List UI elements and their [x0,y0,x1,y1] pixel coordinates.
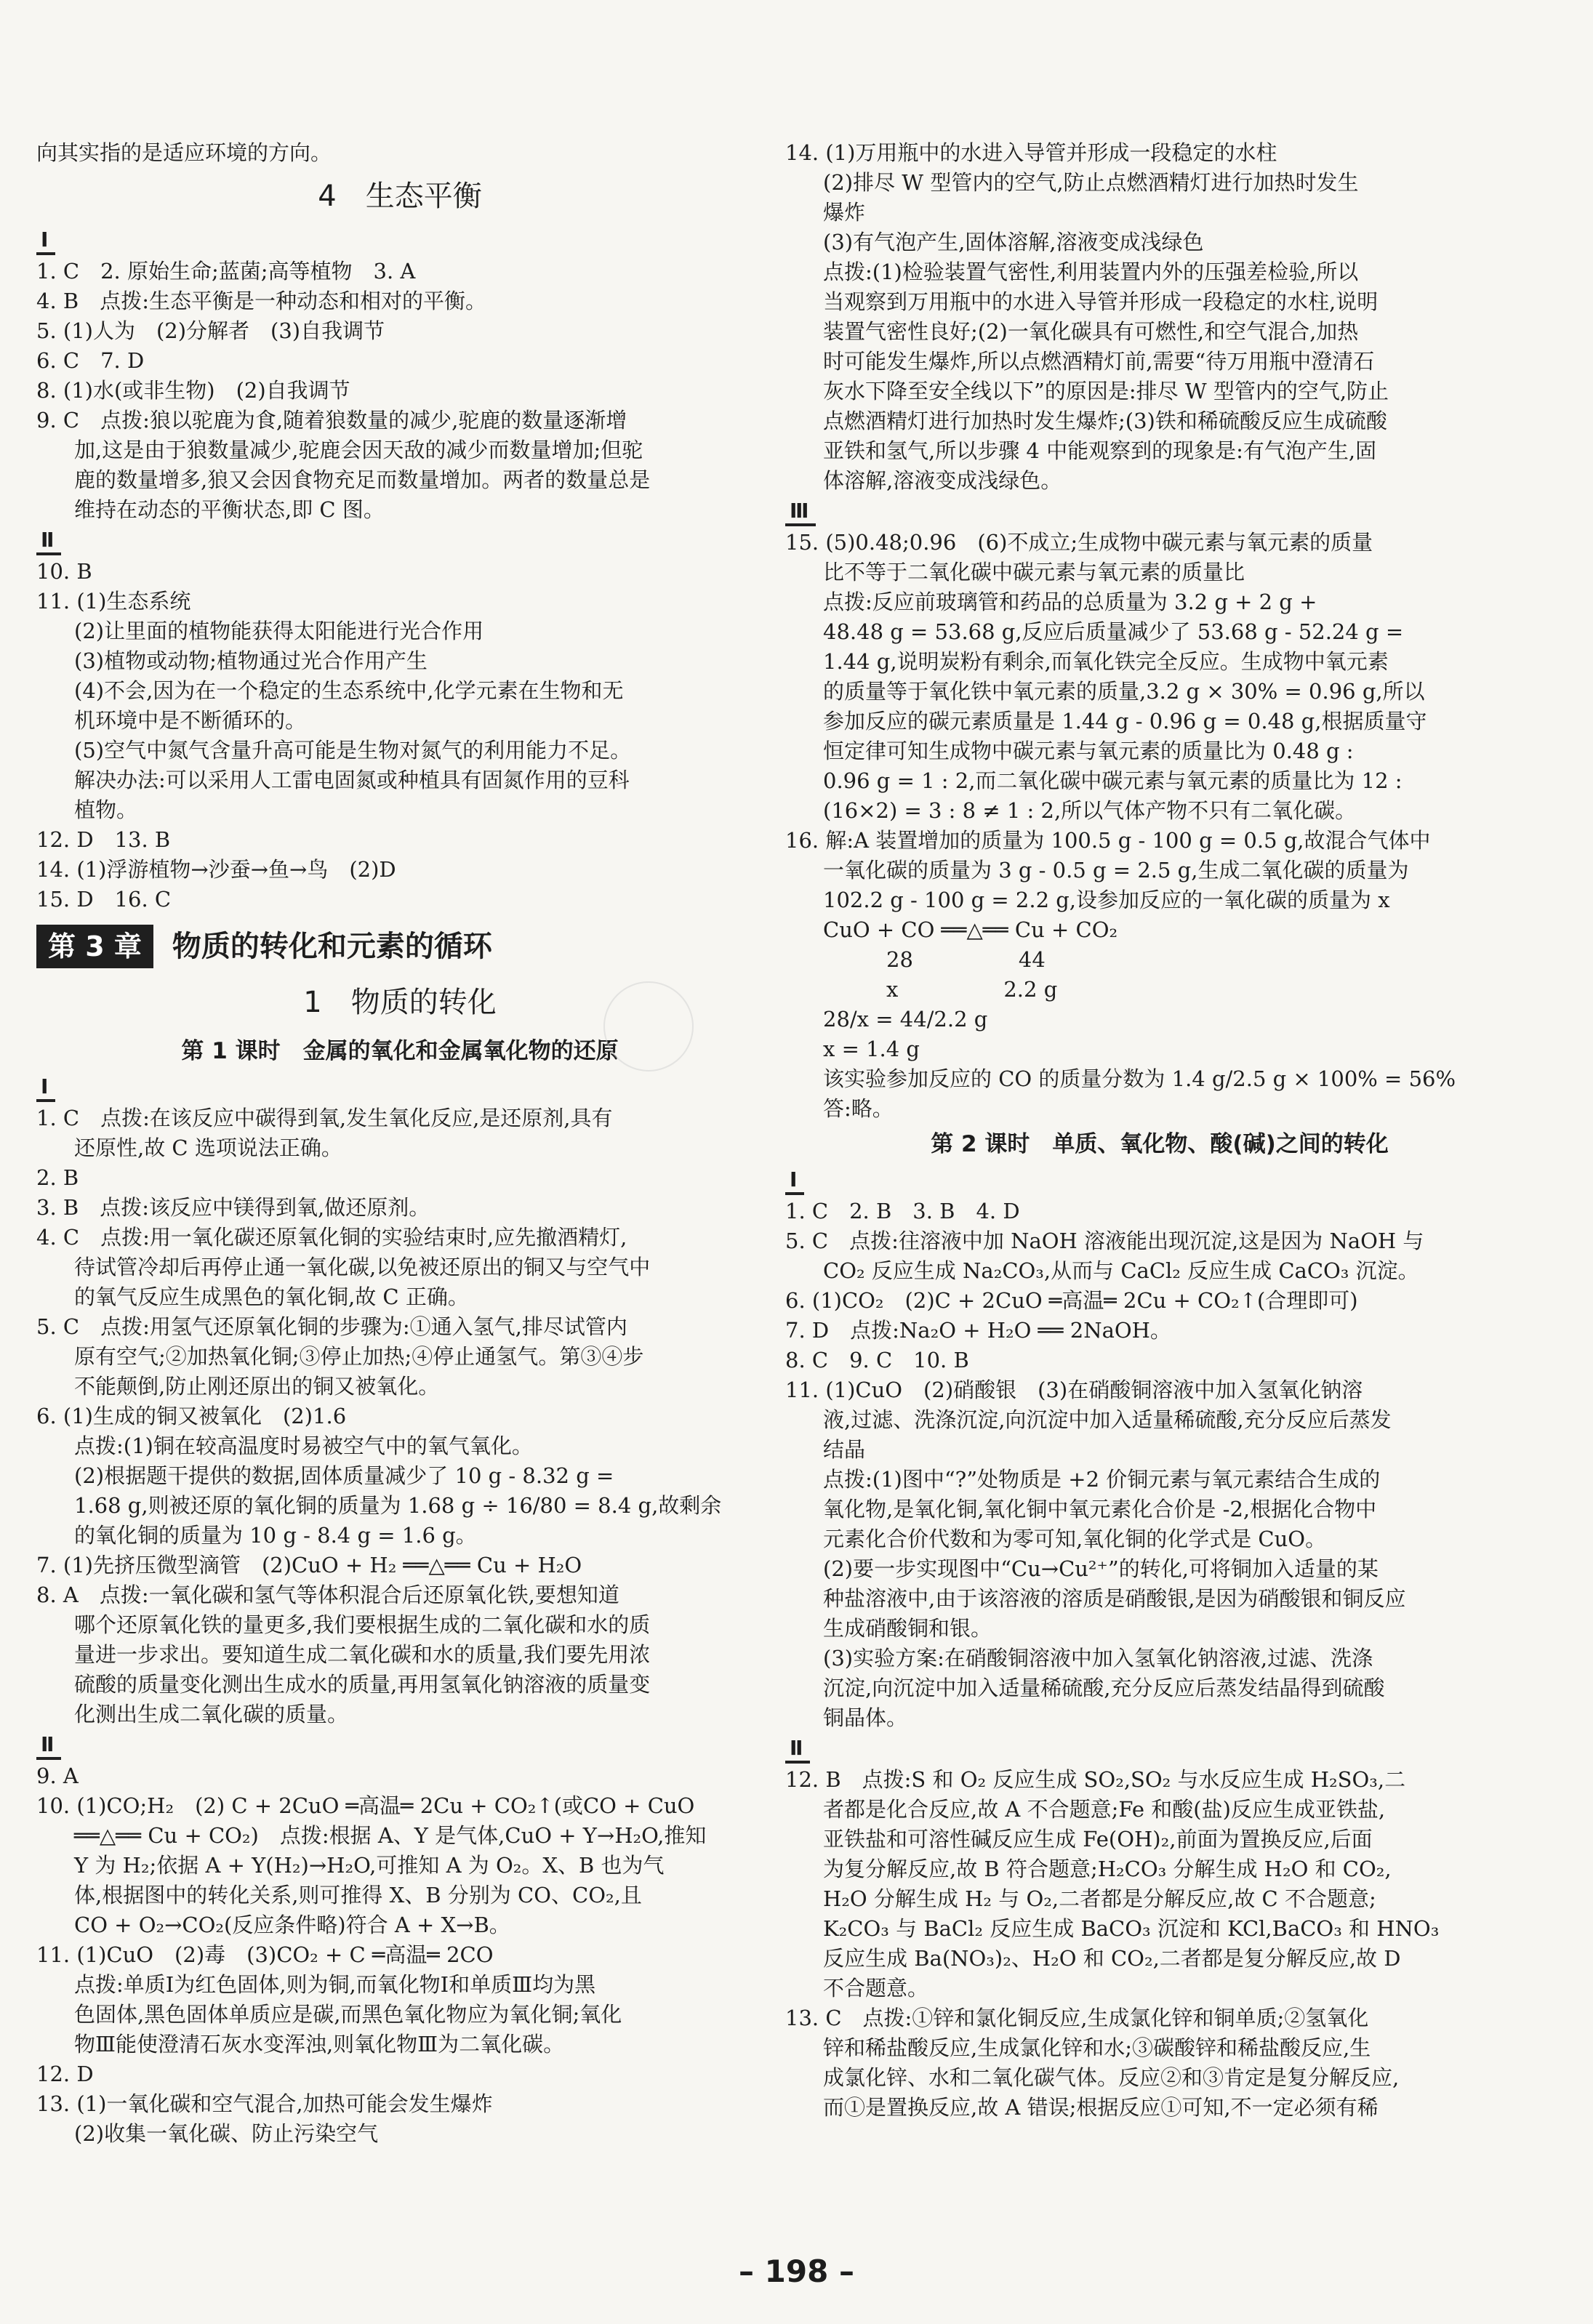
equation-line: 28/x = 44/2.2 g [823,1007,988,1032]
answer-line: 14. (1)万用瓶中的水进入导管并形成一段稳定的水柱 [785,140,1277,165]
answer-line: 1.44 g,说明炭粉有剩余,而氧化铁完全反应。生成物中氧元素 [823,649,1389,674]
answer-line: 0.96 g = 1 : 2,而二氧化碳中碳元素与氧元素的质量比为 12 : [823,768,1403,793]
answer-line: 9. C 点拨:狼以驼鹿为食,随着狼数量的减少,驼鹿的数量逐渐增 [36,408,627,433]
answer-line: 1. C 点拨:在该反应中碳得到氧,发生氧化反应,是还原剂,具有 [36,1106,613,1130]
answer-line: 机环境中是不断循环的。 [74,708,307,733]
answer-line: 8. (1)水(或非生物) (2)自我调节 [36,378,350,403]
answer-line: 点拨:(1)图中“?”处物质是 +2 价铜元素与氧元素结合生成的 [823,1467,1381,1492]
answer-line: 5. C 点拨:用氢气还原氧化铜的步骤为:①通入氢气,排尽试管内 [36,1314,627,1339]
answer-line: 1. C 2. 原始生命;蓝菌;高等植物 3. A [36,259,416,284]
answer-line: CO₂ 反应生成 Na₂CO₃,从而与 CaCl₂ 反应生成 CaCO₃ 沉淀。 [823,1258,1419,1283]
answer-line: 硫酸的质量变化测出生成水的质量,再用氢氧化钠溶液的质量变 [74,1672,651,1697]
answer-line: 不能颠倒,防止刚还原出的铜又被氧化。 [74,1374,440,1399]
answer-line: 体溶解,溶液变成浅绿色。 [823,468,1062,493]
answer-line: 液,过滤、洗涤沉淀,向沉淀中加入适量稀硫酸,充分反应后蒸发 [823,1407,1392,1432]
intro-line: 向其实指的是适应环境的方向。 [36,140,332,165]
page-number: – 198 – [739,2253,854,2289]
answer-line: 102.2 g - 100 g = 2.2 g,设参加反应的一氧化碳的质量为 x [823,888,1390,912]
answer-line: 2. B [36,1165,79,1190]
answer-line: 种盐溶液中,由于该溶液的溶质是硝酸银,是因为硝酸银和铜反应 [823,1586,1406,1611]
answer-line: 该实验参加反应的 CO 的质量分数为 1.4 g/2.5 g × 100% = 56% [823,1066,1456,1091]
answer-line: 12. D 13. B [36,827,171,852]
answer-line: 待试管冷却后再停止通一氧化碳,以免被还原出的铜又与空气中 [74,1255,651,1279]
answer-line: 生成硝酸铜和银。 [823,1616,992,1641]
answer-line: 爆炸 [823,200,866,225]
answer-line: 恒定律可知生成物中碳元素与氧元素的质量比为 0.48 g : [823,739,1354,763]
level-2-marker: Ⅱ [36,528,61,555]
equation-line: 28 44 [823,947,1046,972]
answer-line: 亚铁和氢气,所以步骤 4 中能观察到的现象是:有气泡产生,固 [823,438,1377,463]
answer-line: (2)要一步实现图中“Cu→Cu²⁺”的转化,可将铜加入适量的某 [823,1556,1379,1581]
answer-line: (2)收集一氧化碳、防止污染空气 [74,2121,379,2146]
q15-answers [785,528,1534,826]
answer-line: 结晶 [823,1437,866,1462]
answer-line: 7. D 点拨:Na₂O + H₂O ══ 2NaOH。 [785,1318,1171,1343]
answer-line: 15. D 16. C [36,887,172,912]
right-column [785,138,1534,2123]
answer-line: 13. (1)一氧化碳和空气混合,加热可能会发生爆炸 [36,2091,493,2116]
answer-line: 12. D [36,2062,94,2086]
answer-line: (4)不会,因为在一个稳定的生态系统中,化学元素在生物和无 [74,678,624,703]
answer-line: (2)根据题干提供的数据,固体质量减少了 10 g - 8.32 g = [74,1463,614,1488]
answer-line: 16. 解:A 装置增加的质量为 100.5 g - 100 g = 0.5 g,故混合气体中 [785,828,1431,853]
q16-answers [785,826,1534,1124]
answer-line: 为复分解反应,故 B 符合题意;H₂CO₃ 分解生成 H₂O 和 CO₂, [823,1857,1392,1881]
answer-line: (2)排尽 W 型管内的空气,防止点燃酒精灯进行加热时发生 [823,170,1359,195]
answer-line: 的氧化铜的质量为 10 g - 8.4 g = 1.6 g。 [74,1523,477,1548]
answer-line: CO + O₂→CO₂(反应条件略)符合 A + X→B。 [74,1913,510,1937]
answer-line: 化测出生成二氧化碳的质量。 [74,1702,349,1726]
answer-line: 14. (1)浮游植物→沙蚕→鱼→鸟 (2)D [36,857,396,882]
answer-line: 4. B 点拨:生态平衡是一种动态和相对的平衡。 [36,289,486,313]
answer-line: 解决办法:可以采用人工雷电固氮或种植具有固氮作用的豆科 [74,768,630,792]
answer-line: (3)实验方案:在硝酸铜溶液中加入氢氧化钠溶液,过滤、洗涤 [823,1646,1373,1670]
equation-line: x = 1.4 g [823,1037,920,1061]
answer-line: 不合题意。 [823,1976,929,2001]
answer-line: 6. C 7. D [36,348,145,373]
answer-line: 亚铁盐和可溶性碱反应生成 Fe(OH)₂,前面为置换反应,后面 [823,1827,1373,1851]
level-1-marker: Ⅰ [36,1074,55,1102]
answer-line: 5. C 点拨:往溶液中加 NaOH 溶液能出现沉淀,这是因为 NaOH 与 [785,1229,1424,1253]
answer-line: 鹿的数量增多,狼又会因食物充足而数量增加。两者的数量总是 [74,467,651,492]
section-title-conversion: 1 物质的转化 [303,986,497,1019]
answer-line: 者都是化合反应,故 A 不合题意;Fe 和酸(盐)反应生成亚铁盐, [823,1797,1386,1822]
answer-line: 点拨:单质Ⅰ为红色固体,则为铜,而氧化物Ⅰ和单质Ⅲ均为黑 [74,1972,596,1997]
answer-line: 8. C 9. C 10. B [785,1348,969,1372]
answer-line: 10. B [36,559,92,584]
answer-line: 色固体,黑色固体单质应是碳,而黑色氧化物应为氧化铜;氧化 [74,2002,622,2027]
answer-line: 5. (1)人为 (2)分解者 (3)自我调节 [36,318,385,343]
answer-line: 7. (1)先挤压微型滴管 (2)CuO + H₂ ══△══ Cu + H₂O [36,1553,582,1577]
level-3-marker: Ⅲ [785,499,816,526]
equation-line: x 2.2 g [823,977,1058,1002]
answer-line: 点拨:(1)铜在较高温度时易被空气中的氧气氧化。 [74,1434,533,1458]
answer-line: (16×2) = 3 : 8 ≠ 1 : 2,所以气体产物不只有二氧化碳。 [823,798,1357,823]
answer-line: 锌和稀盐酸反应,生成氯化锌和水;③碳酸锌和稀盐酸反应,生 [823,2035,1371,2060]
answer-line: 的质量等于氧化铁中氧元素的质量,3.2 g × 30% = 0.96 g,所以 [823,679,1425,704]
answer-line: 铜晶体。 [823,1705,908,1730]
answer-line: 沉淀,向沉淀中加入适量稀硫酸,充分反应后蒸发结晶得到硫酸 [823,1676,1385,1700]
level-2-marker: Ⅱ [785,1736,810,1764]
answer-line: 点拨:(1)检验装置气密性,利用装置内外的压强差检验,所以 [823,260,1359,284]
answer-line: 的氧气反应生成黑色的氧化铜,故 C 正确。 [74,1284,469,1309]
answer-line: 装置气密性良好;(2)一氧化碳具有可燃性,和空气混合,加热 [823,319,1359,344]
answer-line: 1. C 2. B 3. B 4. D [785,1199,1020,1223]
answer-line: 15. (5)0.48;0.96 (6)不成立;生成物中碳元素与氧元素的质量 [785,530,1373,555]
level-1-marker: Ⅰ [36,228,55,255]
answer-line: 11. (1)CuO (2)硝酸银 (3)在硝酸铜溶液中加入氢氧化钠溶 [785,1378,1363,1402]
answer-line: 成氯化锌、水和二氧化碳气体。反应②和③肯定是复分解反应, [823,2065,1400,2090]
q14-answers [785,138,1534,496]
chapter-title: 物质的转化和元素的循环 [172,929,492,963]
answer-line: 维持在动态的平衡状态,即 C 图。 [74,497,385,522]
answer-line: 11. (1)CuO (2)毒 (3)CO₂ + C ═高温═ 2CO [36,1942,494,1967]
answer-line: 点燃酒精灯进行加热时发生爆炸;(3)铁和稀硫酸反应生成硫酸 [823,409,1387,433]
c2-level1-answers [785,1197,1534,1733]
answer-line: (3)有气泡产生,固体溶解,溶液变成浅绿色 [823,230,1204,254]
answer-line: 13. C 点拨:①锌和氯化铜反应,生成氯化锌和铜单质;②氢氧化 [785,2006,1369,2030]
answer-line: 比不等于二氧化碳中碳元素与氧元素的质量比 [823,560,1245,584]
section-title-ecobalance: 4 生态平衡 [318,180,482,213]
answer-line: 48.48 g = 53.68 g,反应后质量减少了 53.68 g - 52.24 g = [823,619,1404,644]
watermark-stamp [603,981,694,1071]
left-column [36,138,763,2149]
answer-line: K₂CO₃ 与 BaCl₂ 反应生成 BaCO₃ 沉淀和 KCl,BaCO₃ 和 HNO₃ [823,1916,1440,1941]
answer-line: 哪个还原氧化铁的量更多,我们要根据生成的二氧化碳和水的质 [74,1612,651,1637]
chapter-label: 第 3 章 [36,925,153,968]
answer-line: 参加反应的碳元素质量是 1.44 g - 0.96 g = 0.48 g,根据质量守 [823,709,1427,733]
level-1-marker: Ⅰ [785,1167,804,1195]
answer-line: 一氧化碳的质量为 3 g - 0.5 g = 2.5 g,生成二氧化碳的质量为 [823,858,1409,882]
answer-line: 当观察到万用瓶中的水进入导管并形成一段稳定的水柱,说明 [823,289,1379,314]
answer-line: 反应生成 Ba(NO₃)₂、H₂O 和 CO₂,二者都是复分解反应,故 D [823,1946,1401,1971]
answer-line: 元素化合价代数和为零可知,氧化铜的化学式是 CuO。 [823,1527,1327,1551]
answer-line: 6. (1)CO₂ (2)C + 2CuO ═高温═ 2Cu + CO₂↑(合理即可) [785,1288,1358,1313]
c2-level2-answers [785,1765,1534,2123]
answer-line: 4. C 点拨:用一氧化碳还原氧化铜的实验结束时,应先撤酒精灯, [36,1225,627,1250]
s4-q11-subanswers [36,616,763,825]
lesson-2-title: 第 2 课时 单质、氧化物、酸(碱)之间的转化 [931,1131,1389,1157]
answer-line: 而①是置换反应,故 A 错误;根据反应①可知,不一定必须有稀 [823,2095,1379,2120]
answer-line: 3. B 点拨:该反应中镁得到氧,做还原剂。 [36,1195,430,1220]
answer-line: 量进一步求出。要知道生成二氧化碳和水的质量,我们要先用浓 [74,1642,651,1667]
answer-line: 原有空气;②加热氧化铜;③停止加热;④停止通氢气。第③④步 [74,1344,644,1369]
c1-level2-answers [36,1761,763,2149]
answer-line: 答:略。 [823,1096,894,1121]
answer-line: H₂O 分解生成 H₂ 与 O₂,二者都是分解反应,故 C 不合题意; [823,1886,1376,1911]
answer-line: 体,根据图中的转化关系,则可推得 X、B 分别为 CO、CO₂,且 [74,1883,642,1907]
answer-line: ══△══ Cu + CO₂) 点拨:根据 A、Y 是气体,CuO + Y→H₂O,推知 [74,1823,707,1848]
answer-line: (3)植物或动物;植物通过光合作用产生 [74,648,428,673]
answer-line: 10. (1)CO;H₂ (2) C + 2CuO ═高温═ 2Cu + CO₂↑(或CO + CuO [36,1793,695,1818]
answer-line: 9. A [36,1764,79,1788]
answer-line: 点拨:反应前玻璃管和药品的总质量为 3.2 g + 2 g + [823,590,1317,614]
s4-level1-answers [36,257,763,525]
level-2-marker: Ⅱ [36,1732,61,1760]
answer-line: (5)空气中氮气含量升高可能是生物对氮气的利用能力不足。 [74,738,632,763]
c1-level1-answers [36,1103,763,1729]
chapter-heading [36,923,763,970]
answer-line: 还原性,故 C 选项说法正确。 [74,1135,342,1160]
answer-line: 氧化物,是氧化铜,氧化铜中氧元素化合价是 -2,根据化合物中 [823,1497,1377,1521]
answer-line: 物Ⅲ能使澄清石灰水变浑浊,则氧化物Ⅲ为二氧化碳。 [74,2032,565,2056]
answer-line: 时可能发生爆炸,所以点燃酒精灯前,需要“待万用瓶中澄清石 [823,349,1375,374]
answer-line: 8. A 点拨:一氧化碳和氢气等体积混合后还原氧化铁,要想知道 [36,1583,619,1607]
answer-line: 加,这是由于狼数量减少,驼鹿会因天敌的减少而数量增加;但驼 [74,438,643,462]
equation-line: CuO + CO ══△══ Cu + CO₂ [823,917,1118,942]
answer-line: 6. (1)生成的铜又被氧化 (2)1.6 [36,1404,347,1428]
answer-line: 灰水下降至安全线以下”的原因是:排尽 W 型管内的空气,防止 [823,379,1389,403]
answer-line: 植物。 [74,797,138,822]
answer-line: 12. B 点拨:S 和 O₂ 反应生成 SO₂,SO₂ 与水反应生成 H₂SO₃,二 [785,1767,1406,1792]
answer-line: 11. (1)生态系统 [36,589,191,614]
lesson-1-title: 第 1 课时 金属的氧化和金属氧化物的还原 [181,1038,619,1064]
answer-line: 1.68 g,则被还原的氧化铜的质量为 1.68 g ÷ 16/80 = 8.4 g,故剩余 [74,1493,722,1518]
answer-line: (2)让里面的植物能获得太阳能进行光合作用 [74,619,484,643]
answer-line: Y 为 H₂;依据 A + Y(H₂)→H₂O,可推知 A 为 O₂。X、B 也为气 [74,1853,665,1878]
